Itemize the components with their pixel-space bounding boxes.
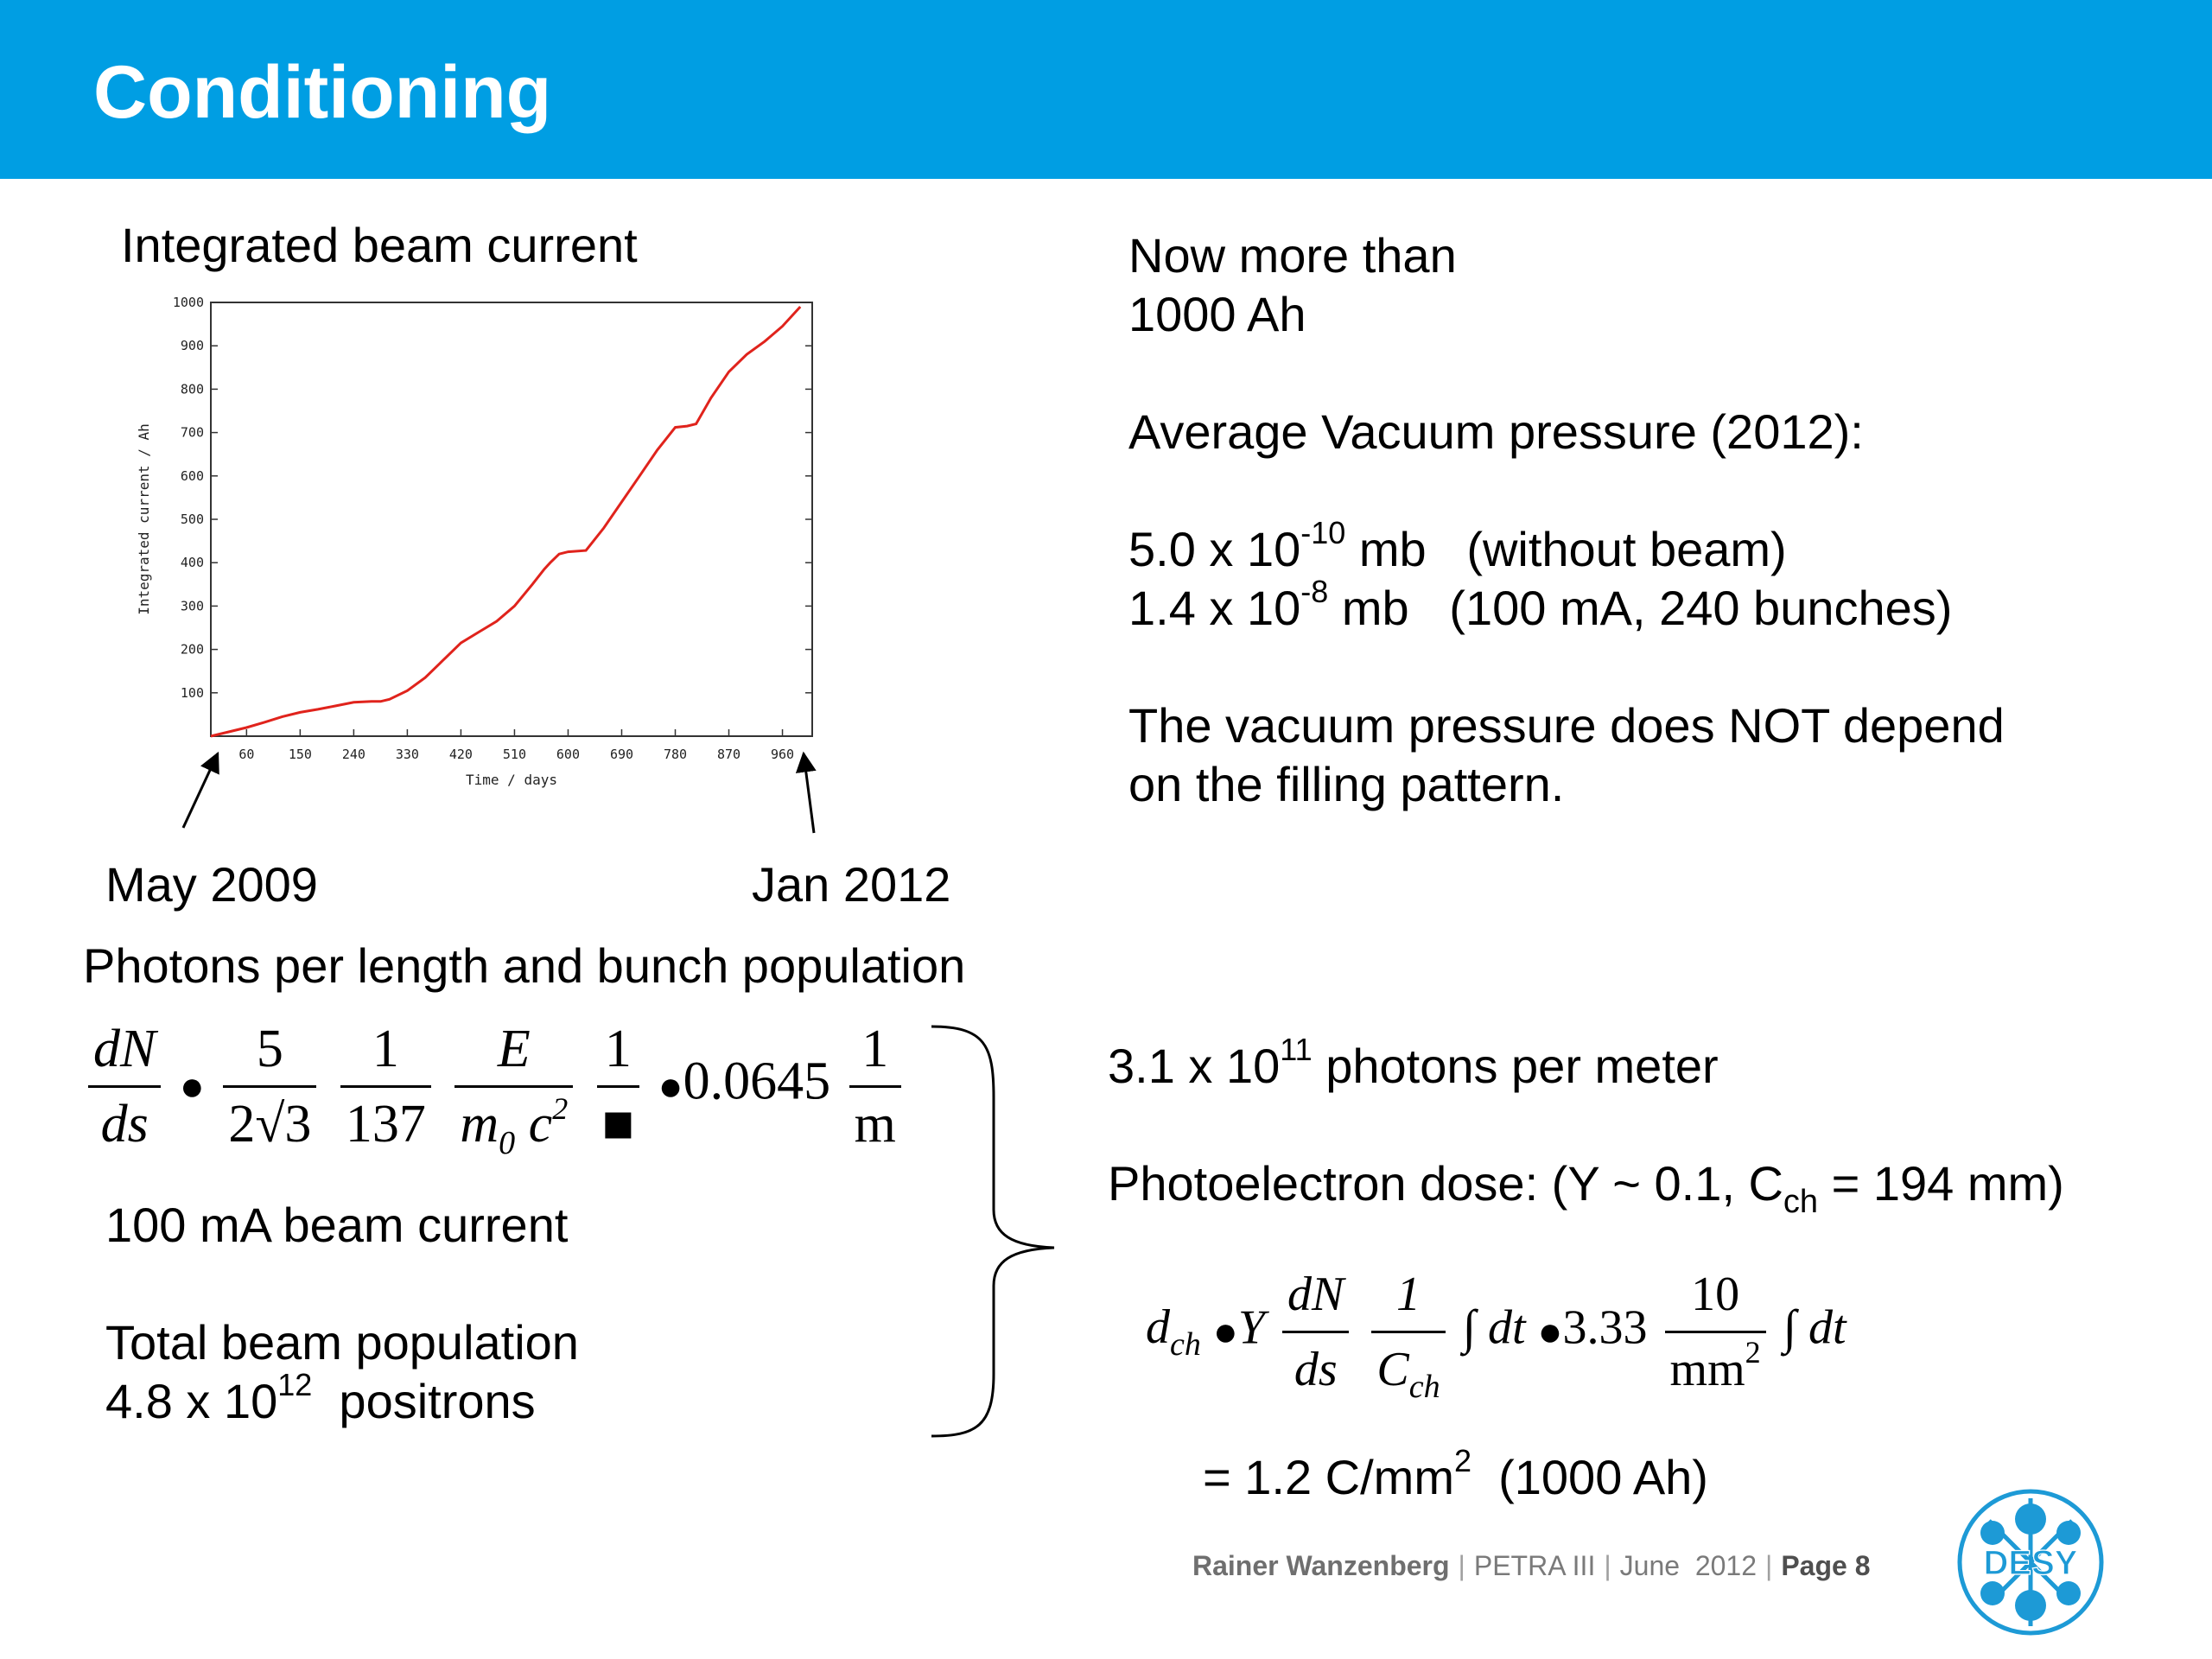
y-symbol: Y	[1237, 1300, 1266, 1355]
arrow-may-2009	[183, 753, 218, 828]
y-tick-label: 900	[180, 338, 204, 354]
frac-5-2sqrt3: $\frac{5}{2√3}$	[223, 1013, 316, 1160]
curly-brace	[916, 1020, 1071, 1443]
frac-1-137: $\frac{1}{137}$	[340, 1013, 431, 1160]
label-may-2009: May 2009	[105, 857, 318, 912]
equals-bullet-4: ●	[1537, 1309, 1563, 1355]
footer-date: June 2012	[1619, 1550, 1757, 1581]
x-tick-label: 420	[448, 747, 473, 762]
desy-logo	[1955, 1486, 2107, 1638]
beam-population-title: Total beam population	[105, 1315, 579, 1370]
frac-10-mm2: $\frac{10}{mm^2}$	[1665, 1258, 1766, 1406]
pressure-without-beam: 5.0 x $10^{-10}$ mb (without beam)	[1128, 515, 1787, 576]
y-axis-label: Integrated current / Ah	[136, 423, 152, 615]
frac-e-m0c2: $\frac{E}{m_0 c^2}$	[454, 1013, 573, 1160]
desy-logo-text: DESY	[1983, 1544, 2078, 1582]
frac-1-gamma: $\frac{1}{■}$	[597, 1013, 639, 1160]
equals-bullet-2: ●	[658, 1064, 683, 1109]
x-tick-label: 510	[502, 747, 526, 762]
dependency-line1: The vacuum pressure does NOT depend	[1128, 698, 2005, 753]
footer-project: PETRA III	[1473, 1550, 1596, 1581]
equals-bullet-1: ●	[179, 1064, 205, 1109]
photoelectron-dose: Photoelectron dose: (Y ~ 0.1, $C_{ch} = 194$ mm)	[1108, 1156, 2064, 1220]
dose-value: 3.33	[1562, 1300, 1648, 1355]
x-tick-label: 150	[288, 747, 312, 762]
beam-current-text: 100 mA beam current	[105, 1198, 569, 1252]
x-tick-label: 870	[716, 747, 741, 762]
more-than-line2: 1000 Ah	[1128, 287, 1306, 341]
frac-dn-ds: $\frac{dN}{ds}$	[88, 1013, 161, 1160]
beam-population-value: 4.8 x $10^{12}$ positrons	[105, 1367, 536, 1428]
photons-per-meter: 3.1 x $10^{11}$ photons per meter	[1108, 1032, 1719, 1093]
arrow-jan-2012	[804, 753, 814, 833]
timeline-arrows	[0, 0, 950, 864]
frac-1-m: $\frac{1}{m}$	[849, 1013, 901, 1160]
photons-value: 0.0645	[683, 1052, 831, 1111]
y-tick-label: 500	[180, 512, 204, 527]
chart-title: Integrated beam current	[121, 218, 638, 272]
dose-formula: $d_{ch}$ ●Y $\frac{dN}{ds}$ $\frac{1}{C_{ch}}$ ∫ dt ●3.33 $\frac{10}{mm^2}$ ∫ dt	[1146, 1258, 1847, 1406]
photons-title: Photons per length and bunch population	[83, 938, 966, 993]
footer-page: Page 8	[1781, 1550, 1871, 1581]
label-jan-2012: Jan 2012	[752, 857, 951, 912]
footer: Rainer Wanzenberg | PETRA III | June 2012 | Page 8	[1192, 1550, 1871, 1581]
y-tick-label: 200	[180, 641, 204, 658]
y-tick-label: 100	[180, 684, 204, 701]
y-tick-label: 400	[180, 555, 204, 571]
footer-author: Rainer Wanzenberg	[1192, 1550, 1450, 1581]
avg-pressure-title: Average Vacuum pressure (2012):	[1128, 404, 1864, 459]
frac-1-cch: $\frac{1}{C_{ch}}$	[1371, 1258, 1445, 1406]
y-tick-label: 1000	[172, 295, 204, 310]
dose-result: = 1.2 $C/mm^2$ (1000 Ah)	[1203, 1443, 1708, 1504]
x-tick-label: 960	[770, 747, 795, 762]
x-tick-label: 780	[663, 747, 688, 762]
pressure-with-beam: 1.4 x $10^{-8}$ mb (100 mA, 240 bunches)	[1128, 574, 1953, 635]
dependency-line2: on the filling pattern.	[1128, 757, 1565, 811]
frac-dn-ds-2: $\frac{dN}{ds}$	[1282, 1258, 1349, 1406]
y-tick-label: 800	[180, 381, 204, 397]
y-tick-label: 600	[180, 467, 204, 484]
more-than-line1: Now more than	[1128, 228, 1457, 283]
x-tick-label: 600	[556, 747, 581, 762]
x-tick-label: 60	[238, 747, 255, 762]
x-tick-label: 330	[395, 747, 419, 762]
d-ch: $d_{ch}$	[1146, 1300, 1201, 1363]
equals-bullet-3: ●	[1212, 1309, 1238, 1355]
photons-formula	[83, 1013, 906, 1160]
x-axis-label: Time / days	[466, 772, 557, 788]
integral-symbol-2: ∫	[1783, 1300, 1796, 1355]
y-tick-label: 700	[180, 424, 204, 441]
integral-symbol-1: ∫	[1462, 1300, 1476, 1355]
y-tick-label: 300	[180, 598, 204, 614]
slide-title: Conditioning	[93, 51, 552, 134]
x-tick-label: 240	[341, 747, 365, 762]
x-tick-label: 690	[609, 747, 634, 762]
